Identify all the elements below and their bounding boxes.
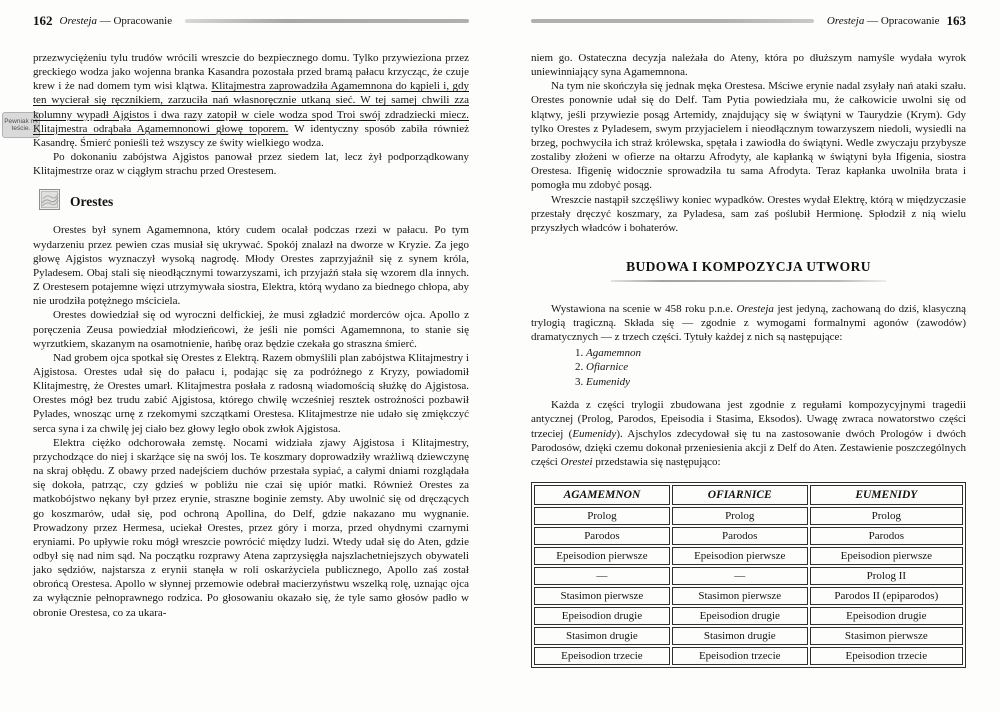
page-header-left: [33, 13, 469, 29]
table-cell: Parodos: [672, 527, 808, 545]
table-cell: Epeisodion pierwsze: [810, 547, 963, 565]
table-cell: Epeisodion drugie: [672, 607, 808, 625]
table-row: [534, 607, 963, 625]
table-row: [534, 547, 963, 565]
table-cell: Parodos: [534, 527, 670, 545]
body-paragraph: Wystawiona na scenie w 458 roku p.n.e. Oresteja jest jedyną, zachowaną do dziś, klasyczną trylogią tragiczną. Składa się — zgodnie z wymogami formalnymi agonów (zawodów) dramatycznych — z trzech części. Tytuły każdej z nich są następujące:: [531, 303, 966, 344]
body-paragraph: Każda z części trylogii zbudowana jest zgodnie z regułami kompozycyjnymi tragedii antycznej (Prolog, Parodos, Epeisodia i Stasima, Eksodos). Uwagę zwraca nowatorstwo części trzeciej (Eumenidy). Ajschylos zdecydował się tu na zastosowanie dwóch Prologów i dwóch Parodosów, dzięki czemu dokonał przeniesienia akcji z Delf do Aten. Zestawienie poszczególnych części Orestei przedstawia się następująco:: [531, 399, 966, 468]
body-paragraph: Nad grobem ojca spotkał się Orestes z Elektrą. Razem obmyślili plan zabójstwa Klitajmestry i Ajgistosa. Orestes udał się do pałacu i, podając się za podróżnego z Kryzy, powiadomił Klitajmestrę, że Orestes umarł. Klitajmestra posłała z radosną wiadomością służkę do Ajgistosa. Orestes mógł bez trudu zabić Ajgistosa, którego chwilę wcześniej resztek ostrożności pozbawił Pylades, wnosząc urnę z rzekomymi szczątkami Orestesa. Klitajmestrze nie udało się zmiękczyć serca syna i za chwilę jej ciało bez głowy legło obok zwłok Ajgistosa.: [33, 351, 469, 435]
table-cell: Prolog: [534, 507, 670, 525]
chapter-title: BUDOWA I KOMPOZYCJA UTWORU: [626, 259, 871, 275]
page-number-left: 162: [33, 13, 53, 28]
body-paragraph: Orestes był synem Agamemnona, który cudem ocalał podczas rzezi w pałacu. Po tym wydarzeniu przez pewien czas musiał się ukrywać. Spokój znalazł na dworze w Kryzie. Za jego głowę Ajgistos wyznaczył wysoką nagrodę. Młody Orestes zaprzyjaźnił się z synem króla, Pyladesem. Obaj stali się nieodłącznymi towarzyszami, ich przyjaźń stała się wzorem dla innych. Z Orestesem potajemne więzi utrzymywała siostra, Elektra, którą wydano za biednego chłopa, aby nie urodziła potężnego mściciela.: [33, 224, 469, 308]
table-row: [534, 587, 963, 605]
table-cell: Epeisodion trzecie: [534, 647, 670, 665]
table-header-cell: AGAMEMNON: [534, 485, 670, 505]
header-rule-left: [185, 19, 469, 23]
table-cell: Parodos: [810, 527, 963, 545]
table-cell: Prolog II: [810, 567, 963, 585]
table-cell: Prolog: [672, 507, 808, 525]
table-cell: Stasimon drugie: [672, 627, 808, 645]
composition-table: [531, 482, 966, 668]
numbered-list: [531, 346, 966, 390]
running-title-left: Oresteja — Opracowanie: [59, 15, 173, 27]
page-left: [33, 13, 469, 620]
table-row: [534, 627, 963, 645]
body-paragraph: Wreszcie nastąpił szczęśliwy koniec wypadków. Orestes wydał Elektrę, którą w międzyczasie przestały dręczyć koszmary, za Pyladesa, sam zaś poślubił Hermionę. Spłodził z nią wielu przyszłych władców i bohaterów.: [531, 193, 966, 234]
table-header-cell: OFIARNICE: [672, 485, 808, 505]
body-paragraph: niem go. Ostateczna decyzja należała do Ateny, która po dłuższym namyśle wydała wyrok uniewinniający syna Agamemnona.: [531, 52, 966, 79]
table-header-row: [534, 485, 963, 505]
table-cell: Epeisodion pierwsze: [672, 547, 808, 565]
list-item: 2. Ofiarnice: [575, 361, 629, 374]
table-cell: —: [534, 567, 670, 585]
list-item: 3. Eumenidy: [575, 375, 630, 388]
chapter-heading: [531, 259, 966, 282]
running-title-right: Oresteja — Opracowanie: [826, 15, 940, 27]
section-title: Orestes: [70, 194, 114, 210]
table-cell: Epeisodion trzecie: [810, 647, 963, 665]
table-row: [534, 647, 963, 665]
table-header-cell: EUMENIDY: [810, 485, 963, 505]
table-cell: Epeisodion drugie: [534, 607, 670, 625]
table-cell: Epeisodion pierwsze: [534, 547, 670, 565]
table-cell: Stasimon drugie: [534, 627, 670, 645]
header-rule-right: [531, 19, 814, 23]
underlined-passage: Klitajmestra zaprowadziła Agamemnona do kąpieli i, gdy ten wycierał się ręcznikiem, zarzuciła nań własnoręcznie utkaną sieć. W tej samej chwili zza kolumny wypadł Ajgistos i dwa razy zatopił w ciele wodza spod Troi swój zdradziecki miecz. Klitajmestra odrąbała Agamemnonowi głowę toporem.: [33, 80, 469, 135]
body-paragraph: Po dokonaniu zabójstwa Ajgistos panował przez siedem lat, lecz żył podporządkowany Klitajmestrze oraz w ciągłym strachu przed Orestesem.: [33, 151, 469, 178]
table-cell: Stasimon pierwsze: [810, 627, 963, 645]
table-cell: Epeisodion trzecie: [672, 647, 808, 665]
list-item: 1. Agamemnon: [575, 346, 641, 359]
body-paragraph: Elektra ciężko odchorowała zemstę. Nocami widziała zjawy Ajgistosa i Klitajmestry, przychodzące do niej i skarżące się na swój los. Te koszmary doprowadziły wrażliwą dziewczynę na skraj obłędu. Z obawy przed nadejściem duchów przestała sypiać, a całymi dniami rozglądała się dokoła, patrząc, czy gdzieś w pobliżu nie czai się upiór matki. Również Orestes za matkobójstwo nękany był przez erynie, straszne boginie zemsty. Aby uwolnić się od dręczących go koszmarów, udał się, pod ochroną Apollina, do Delf, gdzie nakazano mu wygnanie. Prowadzony przez Hermesa, uciekał Orestes, przez góry i morza, przed ohydnymi czarnymi eryniami. Po upływie roku mógł wreszcie powrócić między ludzi. Wtedy udał się do Aten, gdzie odbył się nad nim sąd. Na początku rozprawy Atena zaprzysięgła najszlachetniejszych obywateli jako sędziów, najstarsza z erynii stanęła w roli oskarżyciela publicznego, Apollo zaś został obrońcą Orestesa. Apollo w słynnej przemowie odebrał macierzyństwu wszelką rolę, uznając ojca za wyłącznie pełnoprawnego rodzica. Po głosowaniu okazało się, że tyle samo głosów padło w obronie Orestesa, co za ukara-: [33, 436, 469, 619]
body-paragraph: Na tym nie skończyła się jednak męka Orestesa. Mściwe erynie nadal zsyłały nań ataki szału. Orestes ponownie udał się do Delf. Tam Pytia powiedziała mu, że całkowicie uwolni się od klątwy, jeśli przywiezie posąg Artemidy, znajdujący się w świątyni w Taurydzie (Krym). Gdy tylko Orestes z Pyladesem, swym przyjacielem i nieodłącznym towarzyszem niedoli, wysiedli na brzeg, pochwyciła ich straż królewska, spętała i zawiodła do świątyni. Wedle zwyczaju przybysze zostaliby złożeni w ofierze na ołtarzu Afrodyty, ale kapłanką w świątyni była Ifigenia, siostra Orestesa. Ifigenię widocznie sprowadziła tu sama Afrodyta. Teraz kapłanka uwolniła brata i pomogła mu zdobyć posąg.: [531, 80, 966, 192]
section-heading-orestes: [39, 189, 469, 215]
table-cell: Stasimon pierwsze: [534, 587, 670, 605]
table-cell: Parodos II (epiparodos): [810, 587, 963, 605]
page-number-right: 163: [946, 13, 966, 28]
body-paragraph: Orestes dowiedział się od wyroczni delfickiej, że musi zgładzić morderców ojca. Apollo z poręczenia Zeusa powiedział młodzieńcowi, że jeśli nie pomści Agamemnona, to stanie się wyrzutkiem, skazanym na osamotnienie, hańbę oraz będzie czekała go straszna śmierć.: [33, 309, 469, 350]
body-paragraph: przezwyciężeniu tylu trudów wrócili wreszcie do bezpiecznego domu. Tylko przywieziona przez greckiego wodza jako wojenna branka Kasandra pozostała przed bramą pałacu krzycząc, że czuje krew i że nad domem tym wisi klątwa. Klitajmestra zaprowadziła Agamemnona do kąpieli i, gdy ten wycierał się ręcznikiem, zarzuciła nań własnoręcznie utkaną sieć. W tej samej chwili zza kolumny wypadł Ajgistos i dwa razy zatopił w ciele wodza spod Troi swój zdradziecki miecz. Klitajmestra odrąbała Agamemnonowi głowę toporem. W identyczny sposób zabiła również Kasandrę. Śmierć ponieśli też wszyscy ze świty wielkiego wodza.: [33, 52, 469, 149]
table-cell: —: [672, 567, 808, 585]
table-row: [534, 527, 963, 545]
table-row: [534, 507, 963, 525]
table-cell: Prolog: [810, 507, 963, 525]
margin-note-label: Pewniak na teście.: [4, 117, 38, 132]
table-row: [534, 567, 963, 585]
page-header-right: [531, 13, 966, 29]
section-marker-icon: [39, 189, 60, 215]
table-cell: Epeisodion drugie: [810, 607, 963, 625]
table-cell: Stasimon pierwsze: [672, 587, 808, 605]
chapter-rule: [611, 280, 886, 282]
page-right: [531, 13, 966, 668]
